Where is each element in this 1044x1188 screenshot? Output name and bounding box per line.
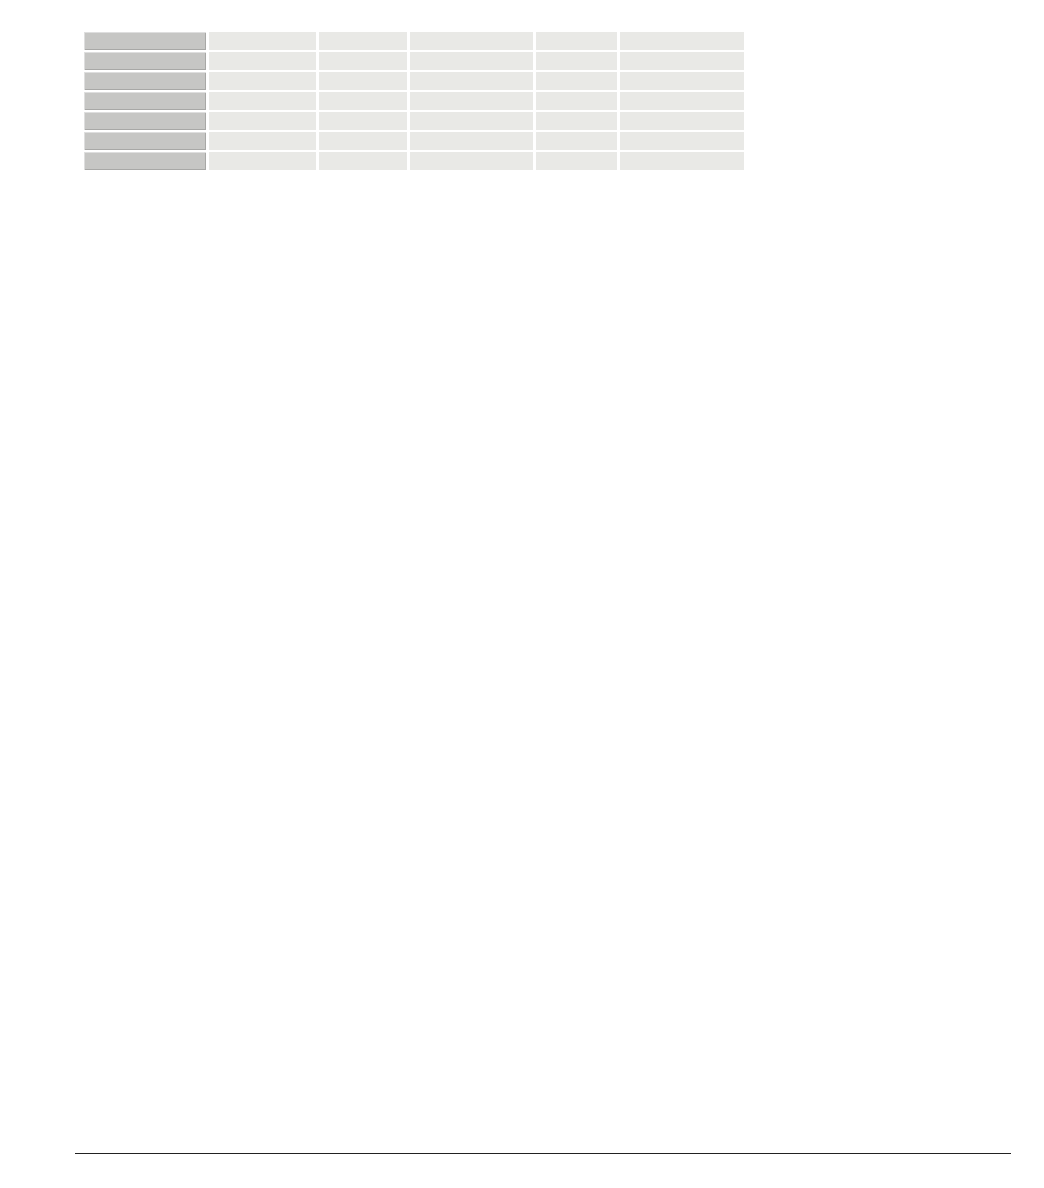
cell-fev1 bbox=[536, 92, 617, 110]
cell-pct-chg bbox=[620, 132, 744, 150]
cell-concentratie bbox=[319, 52, 407, 70]
row-label bbox=[84, 92, 206, 110]
flow-volume-chart bbox=[640, 358, 1044, 588]
col-header-fev1 bbox=[536, 26, 617, 30]
cell-fev1 bbox=[536, 52, 617, 70]
row-label bbox=[84, 52, 206, 70]
col-header-substantie bbox=[209, 26, 316, 30]
cell-concentratie bbox=[319, 92, 407, 110]
table-row-prov bbox=[84, 72, 744, 90]
cell-fev1 bbox=[536, 32, 617, 50]
cell-substantie bbox=[209, 112, 316, 130]
cell-fev1 bbox=[536, 112, 617, 130]
table-row-ref2 bbox=[84, 52, 744, 70]
cell-cum-dosis bbox=[410, 32, 533, 50]
cell-concentratie bbox=[319, 112, 407, 130]
cell-concentratie bbox=[319, 32, 407, 50]
cell-substantie bbox=[209, 52, 316, 70]
col-header-concentratie bbox=[319, 26, 407, 30]
cell-pct-chg bbox=[620, 152, 744, 170]
cell-concentratie bbox=[319, 132, 407, 150]
table-row-dilat bbox=[84, 152, 744, 170]
table-header-row bbox=[84, 26, 744, 30]
cell-fev1 bbox=[536, 152, 617, 170]
cell-pct-chg bbox=[620, 32, 744, 50]
row-label bbox=[84, 152, 206, 170]
cell-pct-chg bbox=[620, 72, 744, 90]
cell-cum-dosis bbox=[410, 52, 533, 70]
cell-substantie bbox=[209, 72, 316, 90]
fev1-trend-chart bbox=[84, 358, 624, 698]
cell-substantie bbox=[209, 32, 316, 50]
table-row-ref1 bbox=[84, 32, 744, 50]
col-header-blank bbox=[84, 26, 206, 30]
cell-fev1 bbox=[536, 132, 617, 150]
cell-pct-chg bbox=[620, 52, 744, 70]
row-label bbox=[84, 72, 206, 90]
cell-substantie bbox=[209, 152, 316, 170]
cell-substantie bbox=[209, 92, 316, 110]
cell-cum-dosis bbox=[410, 112, 533, 130]
cell-cum-dosis bbox=[410, 152, 533, 170]
footer-divider bbox=[75, 1153, 1011, 1154]
cell-concentratie bbox=[319, 72, 407, 90]
table-row-prov4 bbox=[84, 132, 744, 150]
cell-substantie bbox=[209, 132, 316, 150]
table-row-prov3 bbox=[84, 112, 744, 130]
table-row-prov2 bbox=[84, 92, 744, 110]
cell-concentratie bbox=[319, 152, 407, 170]
cell-cum-dosis bbox=[410, 92, 533, 110]
cell-pct-chg bbox=[620, 112, 744, 130]
row-label bbox=[84, 112, 206, 130]
row-label bbox=[84, 132, 206, 150]
cell-fev1 bbox=[536, 72, 617, 90]
cell-cum-dosis bbox=[410, 132, 533, 150]
col-header-cum-dosis bbox=[410, 26, 533, 30]
results-table bbox=[81, 24, 747, 172]
pd20-result-banner bbox=[84, 696, 981, 725]
row-label bbox=[84, 32, 206, 50]
cell-cum-dosis bbox=[410, 72, 533, 90]
cell-pct-chg bbox=[620, 92, 744, 110]
remarks-section bbox=[84, 748, 1000, 786]
col-header-pct-chg bbox=[620, 26, 744, 30]
